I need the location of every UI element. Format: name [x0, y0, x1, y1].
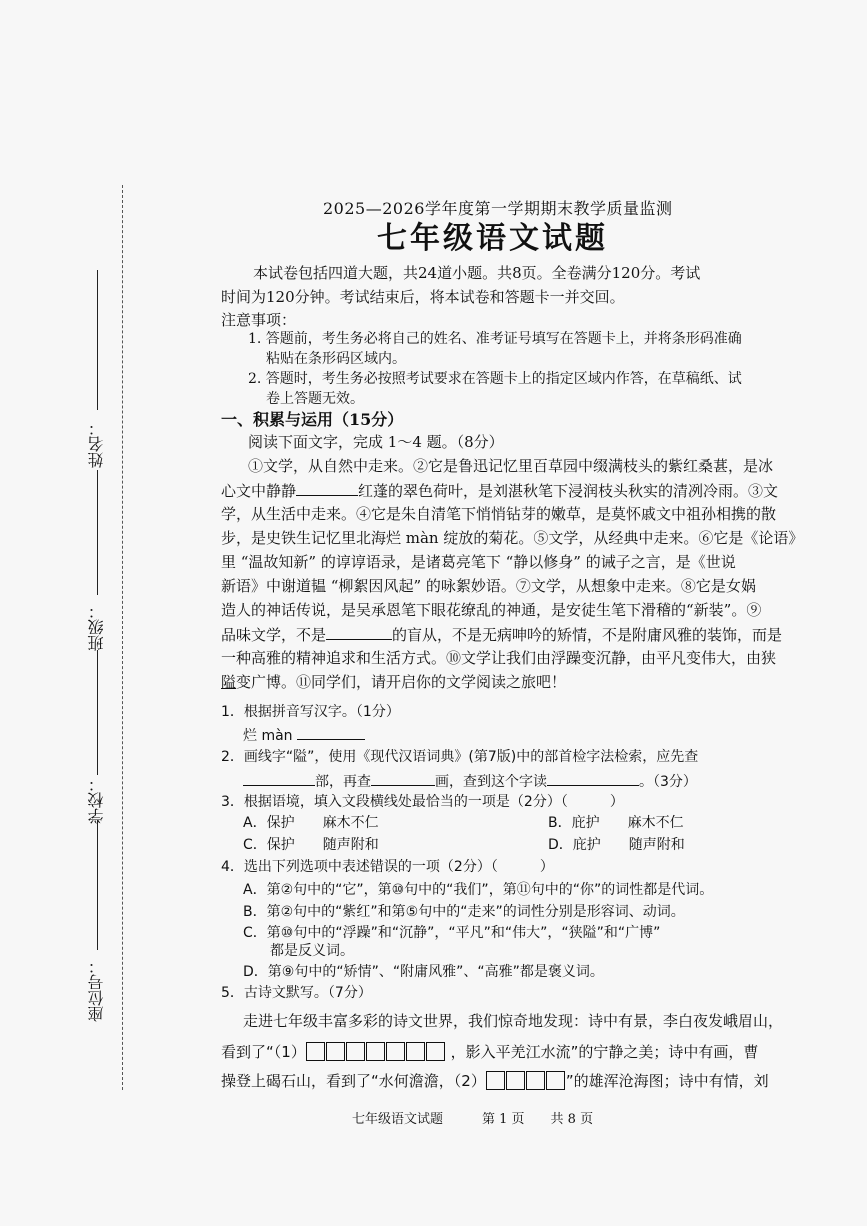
- intro-line-2: 时间为120分钟。考试结束后，将本试卷和答题卡一并交回。: [221, 288, 625, 306]
- passage-line-10: 隘变广博。⑪同学们，请开启你的文学阅读之旅吧！: [221, 673, 567, 691]
- passage-line-9: 一种高雅的精神追求和生活方式。⑩文学让我们由浮躁变沉静，由平凡变伟大，由狭: [221, 649, 777, 667]
- seat-label: 座位号：: [87, 958, 106, 1022]
- q3-option-c: C．保护 随声附和: [243, 837, 379, 853]
- page-footer: 七年级语文试题 第 1 页 共 8 页: [352, 1112, 594, 1127]
- passage-line-5: 里 “温故知新” 的谆谆语录，是诸葛亮笔下 “静以修身” 的诫子之言，是《世说: [221, 553, 736, 571]
- intro-line-1: 本试卷包括四道大题，共24道小题。共8页。全卷满分120分。考试: [253, 264, 701, 282]
- passage-line-1: ①文学，从自然中走来。②它是鲁迅记忆里百草园中缀满枝头的紫红桑葚，是冰: [248, 457, 774, 475]
- note-2a: 2. 答题时，考生务必按照考试要求在答题卡上的指定区域内作答，在草稿纸、试: [248, 371, 742, 387]
- q5-stem: 5．古诗文默写。（7分）: [221, 985, 372, 1001]
- notes-title: 注意事项：: [221, 311, 297, 329]
- q5-line-3: 操登上碣石山，看到了“水何澹澹，（2） ”的雄浑沧海图；诗中有情，刘: [221, 1072, 769, 1090]
- passage-line-4: 步，是史铁生记忆里北海烂 màn 绽放的菊花。⑤文学，从经典中走来。⑥它是《论语》: [221, 529, 804, 547]
- note-1b: 粘贴在条形码区域内。: [266, 351, 406, 367]
- binding-dashed-line: [122, 185, 123, 1090]
- section-1-title: 一、积累与运用（15分）: [221, 410, 404, 429]
- q2-stem: 2．画线字“隘”，使用《现代汉语词典》(第7版)中的部首检字法检索，应先查: [221, 749, 699, 765]
- note-1a: 1. 答题前，考生务必将自己的姓名、准考证号填写在答题卡上，并将条形码准确: [248, 331, 742, 347]
- q3-option-b: B．庇护 麻木不仁: [548, 815, 684, 831]
- passage-line-8: 品味文学，不是 的盲从，不是无病呻吟的矫情，不是附庸风雅的装饰，而是: [221, 626, 783, 644]
- note-2b: 卷上答题无效。: [266, 391, 364, 407]
- exam-subtitle: 2025—2026学年度第一学期期末教学质量监测: [323, 199, 673, 218]
- passage-line-2: 心文中静静 红蓬的翠色荷叶，是刘湛秋笔下浸润枝头秋实的清冽冷雨。③文: [221, 482, 779, 500]
- q5-answer-boxes-1: [306, 1043, 446, 1061]
- q4-option-a: A．第②句中的“它”，第⑩句中的“我们”，第⑪句中的“你”的词性都是代词。: [243, 882, 714, 898]
- school-write-line: [97, 820, 98, 950]
- passage-blank-2: [326, 625, 392, 640]
- school-label: 学校：: [87, 776, 106, 824]
- q5-line-2: 看到了“（1） ，影入平羌江水流”的宁静之美；诗中有画，曹: [221, 1043, 759, 1061]
- q2-blank-2: [371, 771, 435, 786]
- class-write-line: [97, 470, 98, 595]
- q1-answer-blank: [297, 725, 365, 740]
- q4-stem: 4．选出下列选项中表述错误的一项（2分）（ ）: [221, 859, 554, 875]
- underlined-char: 隘: [221, 673, 237, 691]
- q1-stem: 1．根据拼音写汉字。（1分）: [221, 704, 400, 720]
- class-label: 班级：: [87, 603, 106, 651]
- q3-option-d: D．庇护 随声附和: [548, 837, 685, 853]
- q2-blank-3: [547, 771, 639, 786]
- passage-line-6: 新语》中谢道韫 “柳絮因风起” 的咏絮妙语。⑦文学，从想象中走来。⑧它是女娲: [221, 577, 756, 595]
- q1-pinyin: 烂 màn: [243, 725, 365, 745]
- name-label: 姓名：: [87, 420, 106, 468]
- exam-title: 七年级语文试题: [377, 221, 608, 256]
- q3-stem: 3．根据语境，填入文段横线处最恰当的一项是（2分）（ ）: [221, 794, 624, 810]
- q2-blanks: 部，再查 画，查到这个字读 。（3分）: [243, 771, 697, 791]
- q3-option-a: A．保护 麻木不仁: [243, 815, 379, 831]
- q4-option-c-line2: 都是反义词。: [270, 943, 354, 959]
- q4-option-c-line1: C．第⑩句中的“浮躁”和“沉静”，“平凡”和“伟大”，“狭隘”和“广博”: [243, 925, 661, 941]
- class-write-line-2: [97, 650, 98, 775]
- name-write-line: [97, 270, 98, 410]
- q5-answer-boxes-2: [486, 1072, 566, 1090]
- passage-line-7: 造人的神话传说，是吴承恩笔下眼花缭乱的神通，是安徒生笔下滑稽的“新装”。⑨: [221, 601, 762, 619]
- section-1-instruction: 阅读下面文字，完成 1～4 题。（8分）: [248, 433, 504, 451]
- q4-option-b: B．第②句中的“紫红”和第⑤句中的“走来”的词性分别是形容词、动词。: [243, 904, 685, 920]
- q2-blank-1: [243, 771, 315, 786]
- passage-blank-1: [296, 481, 358, 496]
- q5-line-1: 走进七年级丰富多彩的诗文世界，我们惊奇地发现：诗中有景，李白夜发峨眉山，: [243, 1012, 784, 1030]
- passage-line-3: 学，从生活中走来。④它是朱自清笔下悄悄钻芽的嫩草，是莫怀戚文中祖孙相携的散: [221, 505, 777, 523]
- q4-option-d: D．第⑨句中的“矫情”、“附庸风雅”、“高雅”都是褒义词。: [243, 964, 604, 980]
